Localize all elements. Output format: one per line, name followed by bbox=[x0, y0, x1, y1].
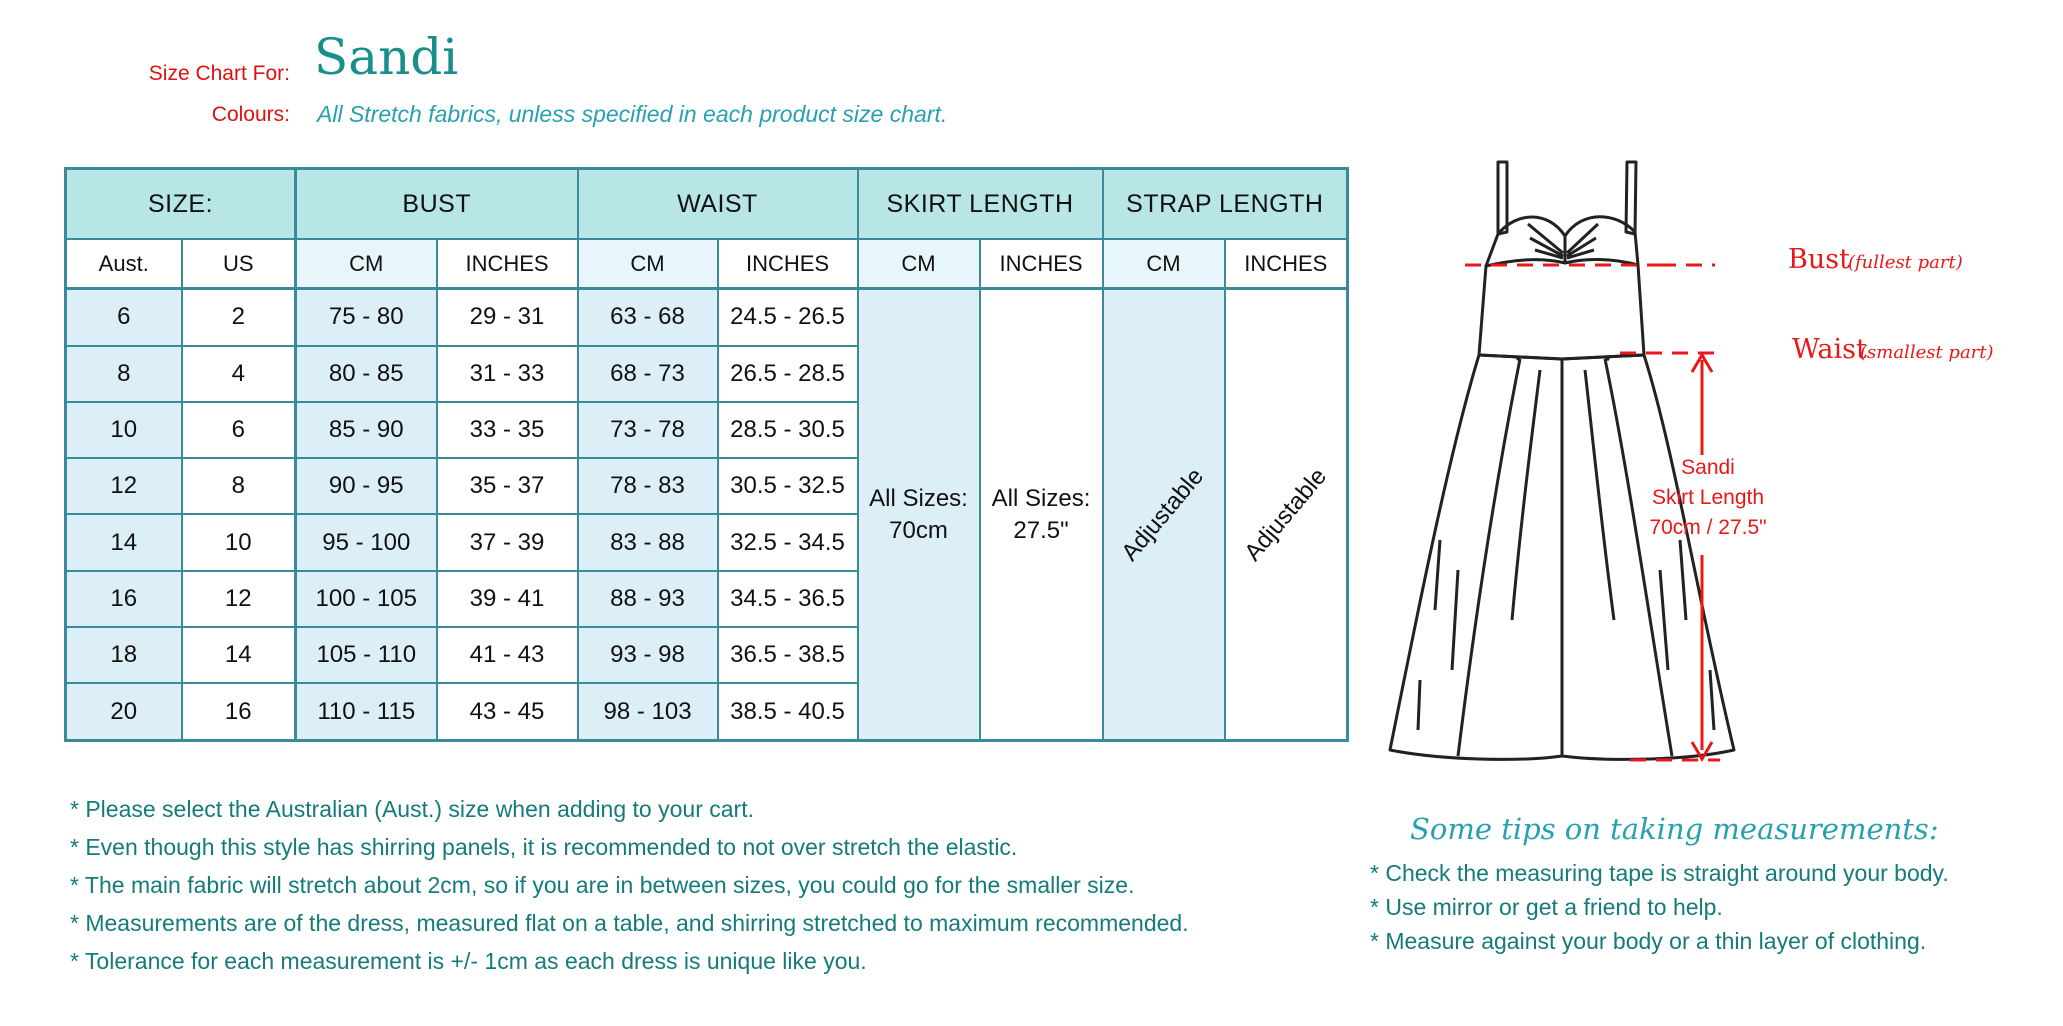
waist-note: (smallest part) bbox=[1860, 342, 1994, 363]
tips-title: Some tips on taking measurements: bbox=[1410, 812, 1939, 846]
cell-us: 6 bbox=[182, 402, 296, 458]
cell-waist-inches: 38.5 - 40.5 bbox=[718, 683, 858, 740]
cell-bust-inches: 31 - 33 bbox=[437, 346, 578, 402]
table-row bbox=[66, 289, 1348, 346]
cell-us: 2 bbox=[182, 289, 296, 346]
cell-aust: 6 bbox=[66, 289, 182, 346]
cell-waist-cm: 88 - 93 bbox=[578, 571, 718, 627]
skirt-cm-line2: 70cm bbox=[889, 516, 948, 544]
cell-bust-cm: 110 - 115 bbox=[296, 683, 437, 740]
skirt-label-line1: Sandi bbox=[1681, 456, 1735, 479]
cell-aust: 12 bbox=[66, 458, 182, 514]
strap-cm-value: Adjustable bbox=[1116, 462, 1210, 566]
cell-bust-cm: 90 - 95 bbox=[296, 458, 437, 514]
cell-strap-inches bbox=[1225, 289, 1348, 741]
cell-waist-cm: 78 - 83 bbox=[578, 458, 718, 514]
tips-list bbox=[1370, 856, 1949, 958]
header-skirt-length: SKIRT LENGTH bbox=[858, 169, 1103, 240]
cell-waist-cm: 73 - 78 bbox=[578, 402, 718, 458]
cell-us: 10 bbox=[182, 514, 296, 570]
dress-diagram bbox=[1380, 150, 2040, 770]
size-chart-label: Size Chart For: bbox=[148, 62, 290, 85]
cell-bust-cm: 95 - 100 bbox=[296, 514, 437, 570]
cell-aust: 14 bbox=[66, 514, 182, 570]
cell-bust-cm: 100 - 105 bbox=[296, 571, 437, 627]
subheader-bust-inches: INCHES bbox=[437, 239, 578, 289]
cell-us: 8 bbox=[182, 458, 296, 514]
skirt-label-line3: 70cm / 27.5" bbox=[1649, 516, 1767, 539]
cell-bust-cm: 105 - 110 bbox=[296, 627, 437, 683]
bust-label: Bust bbox=[1788, 244, 1850, 275]
subheader-aust: Aust. bbox=[66, 239, 182, 289]
subheader-waist-cm: CM bbox=[578, 239, 718, 289]
subheader-us: US bbox=[182, 239, 296, 289]
subheader-skirt-inches: INCHES bbox=[980, 239, 1103, 289]
header-strap-length: STRAP LENGTH bbox=[1103, 169, 1348, 240]
tip-item: * Measure against your body or a thin layer of clothing. bbox=[1370, 928, 1927, 954]
subheader-bust-cm: CM bbox=[296, 239, 437, 289]
note-item: * Tolerance for each measurement is +/- 1cm as each dress is unique like you. bbox=[70, 948, 867, 974]
cell-bust-cm: 85 - 90 bbox=[296, 402, 437, 458]
subheader-waist-inches: INCHES bbox=[718, 239, 858, 289]
notes-list bbox=[70, 790, 1189, 980]
cell-waist-inches: 26.5 - 28.5 bbox=[718, 346, 858, 402]
cell-waist-cm: 83 - 88 bbox=[578, 514, 718, 570]
cell-bust-inches: 43 - 45 bbox=[437, 683, 578, 740]
colours-label: Colours: bbox=[211, 103, 290, 126]
cell-strap-cm bbox=[1103, 289, 1225, 741]
cell-waist-inches: 28.5 - 30.5 bbox=[718, 402, 858, 458]
cell-bust-cm: 75 - 80 bbox=[296, 289, 437, 346]
header-size: SIZE: bbox=[66, 169, 296, 240]
cell-aust: 16 bbox=[66, 571, 182, 627]
cell-waist-cm: 98 - 103 bbox=[578, 683, 718, 740]
cell-waist-inches: 30.5 - 32.5 bbox=[718, 458, 858, 514]
cell-us: 12 bbox=[182, 571, 296, 627]
header-waist: WAIST bbox=[578, 169, 858, 240]
colours-value: All Stretch fabrics, unless specified in each product size chart. bbox=[317, 101, 948, 127]
cell-bust-inches: 37 - 39 bbox=[437, 514, 578, 570]
note-item: * The main fabric will stretch about 2cm, so if you are in between sizes, you could go for the smaller size. bbox=[70, 872, 1135, 898]
bust-note: (fullest part) bbox=[1848, 252, 1963, 273]
skirt-in-line2: 27.5" bbox=[1013, 516, 1069, 544]
subheader-strap-inches: INCHES bbox=[1225, 239, 1348, 289]
subheader-strap-cm: CM bbox=[1103, 239, 1225, 289]
cell-waist-cm: 63 - 68 bbox=[578, 289, 718, 346]
cell-aust: 8 bbox=[66, 346, 182, 402]
cell-bust-inches: 41 - 43 bbox=[437, 627, 578, 683]
tip-item: * Use mirror or get a friend to help. bbox=[1370, 894, 1723, 920]
group-header-row bbox=[66, 169, 1348, 240]
cell-aust: 18 bbox=[66, 627, 182, 683]
cell-bust-cm: 80 - 85 bbox=[296, 346, 437, 402]
size-chart-table bbox=[64, 167, 1349, 742]
cell-bust-inches: 29 - 31 bbox=[437, 289, 578, 346]
note-item: * Even though this style has shirring panels, it is recommended to not over stretch the elastic. bbox=[70, 834, 1018, 860]
skirt-label-line2: Skirt Length bbox=[1651, 486, 1765, 509]
cell-bust-inches: 33 - 35 bbox=[437, 402, 578, 458]
tip-item: * Check the measuring tape is straight around your body. bbox=[1370, 860, 1949, 886]
cell-bust-inches: 35 - 37 bbox=[437, 458, 578, 514]
note-item: * Please select the Australian (Aust.) size when adding to your cart. bbox=[70, 796, 754, 822]
sub-header-row bbox=[66, 239, 1348, 289]
cell-waist-inches: 24.5 - 26.5 bbox=[718, 289, 858, 346]
product-name: Sandi bbox=[314, 28, 459, 86]
header-bust: BUST bbox=[296, 169, 578, 240]
cell-skirt-cm bbox=[858, 289, 980, 741]
waist-label: Waist bbox=[1792, 334, 1867, 365]
strap-in-value: Adjustable bbox=[1239, 462, 1332, 566]
skirt-cm-line1: All Sizes: bbox=[869, 484, 968, 512]
note-item: * Measurements are of the dress, measured flat on a table, and shirring stretched to maximum recommended. bbox=[70, 910, 1189, 936]
cell-aust: 20 bbox=[66, 683, 182, 740]
cell-bust-inches: 39 - 41 bbox=[437, 571, 578, 627]
cell-us: 16 bbox=[182, 683, 296, 740]
cell-waist-inches: 36.5 - 38.5 bbox=[718, 627, 858, 683]
cell-waist-inches: 32.5 - 34.5 bbox=[718, 514, 858, 570]
cell-waist-cm: 68 - 73 bbox=[578, 346, 718, 402]
skirt-in-line1: All Sizes: bbox=[991, 484, 1091, 512]
cell-us: 14 bbox=[182, 627, 296, 683]
cell-aust: 10 bbox=[66, 402, 182, 458]
cell-waist-inches: 34.5 - 36.5 bbox=[718, 571, 858, 627]
subheader-skirt-cm: CM bbox=[858, 239, 980, 289]
cell-us: 4 bbox=[182, 346, 296, 402]
cell-waist-cm: 93 - 98 bbox=[578, 627, 718, 683]
cell-skirt-inches bbox=[980, 289, 1103, 741]
